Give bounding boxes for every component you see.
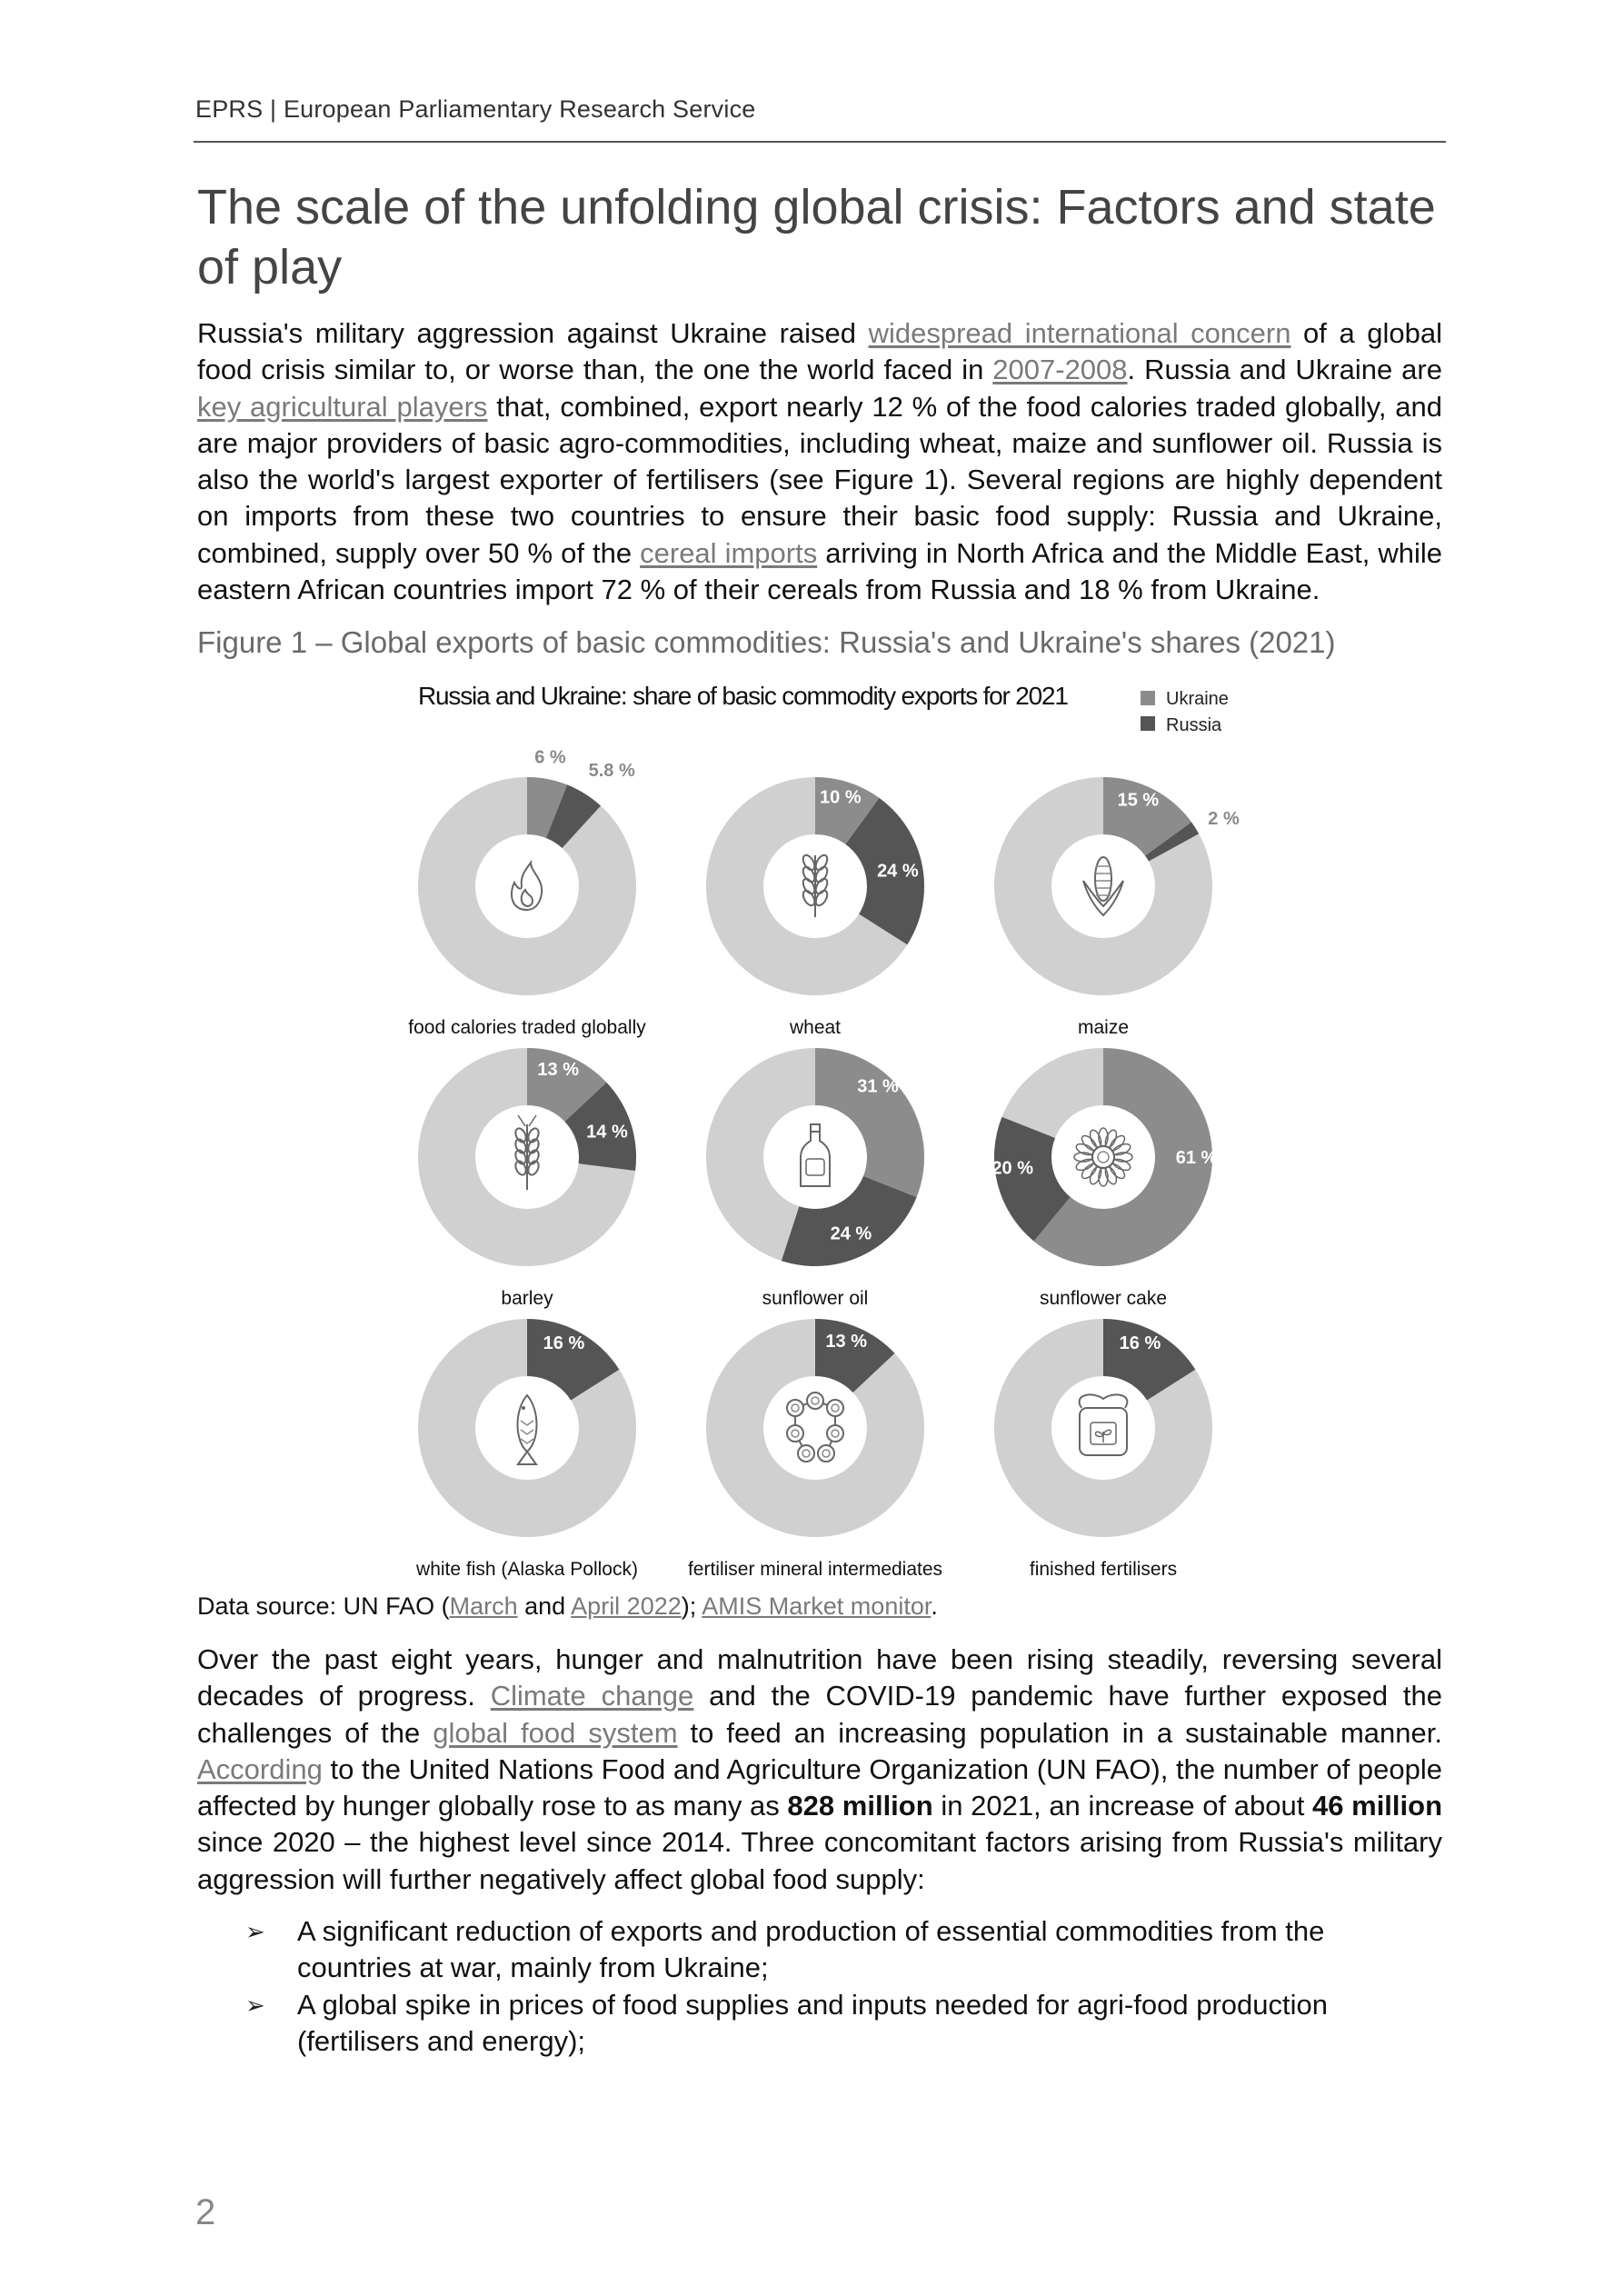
fish-icon [518, 1395, 537, 1464]
inline-link[interactable]: According [197, 1752, 323, 1785]
page-number: 2 [195, 2192, 216, 2232]
data-label-ukraine: 31 % [857, 1076, 899, 1097]
inline-link[interactable]: global food system [433, 1716, 678, 1749]
fish-scale [521, 1421, 533, 1425]
header-divider [194, 141, 1446, 143]
list-item-text: A significant reduction of exports and production of essential commodities from the countries at war, mainly from Ukraine; [297, 1915, 1325, 1984]
category-label: wheat [789, 1017, 842, 1038]
intro-paragraph [197, 315, 1442, 608]
data-label-russia: 16 % [543, 1333, 585, 1354]
fish-scale [521, 1439, 533, 1443]
data-label-russia: 24 % [830, 1223, 872, 1244]
data-source-line [197, 1592, 938, 1621]
donut-ukraine-segment [815, 1048, 924, 1197]
inline-link[interactable]: 2007-2008 [992, 354, 1128, 386]
bottle-cap [811, 1124, 820, 1132]
text-run: . Russia and Ukraine are [1127, 354, 1442, 386]
donut-chart [688, 1319, 942, 1580]
data-label-ukraine: 13 % [537, 1060, 579, 1081]
inline-link[interactable]: widespread international concern [868, 317, 1291, 349]
category-label: sunflower cake [1039, 1288, 1168, 1309]
data-label-ukraine: 10 % [820, 787, 862, 808]
source-mid-1: and [517, 1592, 572, 1620]
molecule-atom [818, 1445, 834, 1462]
bottle-label [806, 1159, 824, 1175]
fertiliser-bag-icon [1080, 1394, 1128, 1455]
source-suffix: . [931, 1592, 938, 1620]
hunger-paragraph [197, 1642, 1442, 1898]
source-link-april[interactable]: April 2022 [571, 1592, 682, 1620]
data-label-russia: 2 % [1208, 809, 1240, 830]
text-run: in 2021, an increase of about [932, 1790, 1312, 1822]
text-run: since 2020 – the highest level since 2014. Three concomitant factors arising from Russia's military aggression will further negatively affect global food supply: [197, 1826, 1442, 1895]
donut-chart [1023, 777, 1240, 1038]
running-header: EPRS | European Parliamentary Research Service [195, 95, 756, 123]
fire-shape [512, 863, 542, 910]
molecule-atom [787, 1425, 803, 1442]
bold-text: 828 million [787, 1790, 933, 1822]
data-label-russia: 13 % [825, 1332, 867, 1353]
text-run: that, combined, export nearly 12 % of the food calories traded globally, and are major providers of basic agro-commodities, including wheat, maize and sunflower oil. Russia is also the world's largest exporter of fertilisers (see Figure 1). Several regions are highly dependent on imports from these two countries to ensure their basic food supply: Russia and Ukraine, combined, supply over 50 % of the [197, 390, 1442, 569]
legend-label-ukraine: Ukraine [1166, 689, 1229, 709]
corn-husk [1083, 881, 1123, 915]
data-label-russia: 14 % [586, 1122, 628, 1143]
arrow-bullet-icon: ➢ [245, 1991, 265, 2019]
source-link-march[interactable]: March [449, 1592, 518, 1620]
source-prefix: Data source: UN FAO ( [197, 1592, 450, 1620]
molecule-atom [807, 1393, 823, 1409]
data-label-russia: 20 % [991, 1158, 1034, 1179]
text-run: arriving in North Africa and the Middle East, while eastern African countries import 72 % of their cereals from Russia and 18 % from Ukraine. [197, 536, 1442, 606]
chart-svg [400, 677, 1240, 1580]
category-label: food calories traded globally [408, 1017, 646, 1038]
category-label: sunflower oil [762, 1288, 869, 1309]
fish-scale [521, 1430, 533, 1434]
barley-icon [513, 1115, 541, 1190]
text-run: Russia's military aggression against Ukraine raised [197, 317, 869, 349]
molecule-icon [787, 1393, 843, 1462]
sunflower-center [1092, 1146, 1114, 1168]
text-run: to feed an increasing population in a sustainable manner. [677, 1716, 1442, 1749]
fish-eye [522, 1406, 525, 1410]
molecule-atom [787, 1400, 803, 1416]
sunflower-icon [1074, 1128, 1132, 1186]
legend-swatch-russia [1141, 716, 1155, 731]
figure-caption: Figure 1 – Global exports of basic commodities: Russia's and Ukraine's shares (2021) [197, 625, 1336, 659]
legend-swatch-ukraine [1141, 691, 1155, 705]
donut-russia-segment [782, 1176, 917, 1266]
category-label: finished fertilisers [1029, 1559, 1178, 1580]
category-label: fertiliser mineral intermediates [687, 1559, 943, 1580]
source-link-amis[interactable]: AMIS Market monitor [702, 1592, 932, 1620]
list-item [245, 1913, 1427, 1987]
data-label-russia: 16 % [1119, 1333, 1161, 1354]
fish-tail [518, 1452, 536, 1464]
fire-icon [512, 863, 542, 910]
fire-inner [522, 890, 533, 906]
molecule-atom [827, 1400, 843, 1416]
corn-cob [1095, 857, 1111, 901]
donut-chart-figure [400, 677, 1240, 1580]
category-label: white fish (Alaska Pollock) [416, 1559, 638, 1580]
text-run: of a global food crisis similar to, or worse than, the one the world faced in [197, 317, 1442, 386]
arrow-bullet-icon: ➢ [245, 1918, 265, 1945]
category-label: barley [501, 1288, 553, 1309]
wheat-icon [801, 854, 830, 917]
category-label: maize [1077, 1017, 1130, 1038]
source-mid-2: ); [681, 1592, 702, 1620]
bold-text: 46 million [1312, 1790, 1443, 1822]
donut-chart [735, 1048, 925, 1309]
molecule-atom [798, 1445, 814, 1462]
text-run: to the United Nations Food and Agriculture Organization (UN FAO), the number of people affected by hunger globally rose to as many as [197, 1752, 1442, 1822]
list-item-text: A global spike in prices of food supplies and inputs needed for agri-food production (fertilisers and energy); [297, 1988, 1328, 2057]
inline-link[interactable]: cereal imports [640, 536, 818, 569]
bag-top [1080, 1394, 1128, 1408]
donut-chart [1023, 1319, 1196, 1580]
list-item [245, 1987, 1427, 2061]
data-label-russia: 5.8 % [588, 761, 635, 782]
inline-link[interactable]: key agricultural players [197, 390, 488, 423]
data-label-ukraine: 61 % [1175, 1148, 1218, 1168]
corn-icon [1083, 857, 1123, 915]
donut-chart [415, 1319, 638, 1580]
legend-label-russia: Russia [1166, 715, 1222, 735]
text-run: Over the past eight years, hunger and malnutrition have been rising steadily, reversing several decades of progress. [197, 1643, 1442, 1712]
factor-list [245, 1913, 1427, 2060]
chart-title: Russia and Ukraine: share of basic commodity exports for 2021 [418, 682, 1069, 710]
barley-awn [529, 1115, 536, 1126]
barley-awn [518, 1115, 525, 1126]
text-run: and the COVID-19 pandemic have further exposed the challenges of the [197, 1680, 1442, 1749]
section-title: The scale of the unfolding global crisis: Factors and state of play [197, 180, 1436, 294]
oil-bottle-icon [801, 1124, 830, 1186]
inline-link[interactable]: Climate change [490, 1680, 694, 1712]
donut-chart [447, 1048, 637, 1309]
bag-sprout [1095, 1430, 1111, 1442]
data-label-ukraine: 6 % [534, 747, 566, 768]
donut-chart [408, 747, 646, 1038]
data-label-ukraine: 15 % [1117, 790, 1160, 811]
molecule-atom [827, 1425, 843, 1442]
data-label-russia: 24 % [877, 861, 919, 882]
donut-chart [735, 777, 925, 1038]
donut-chart [991, 1048, 1217, 1309]
